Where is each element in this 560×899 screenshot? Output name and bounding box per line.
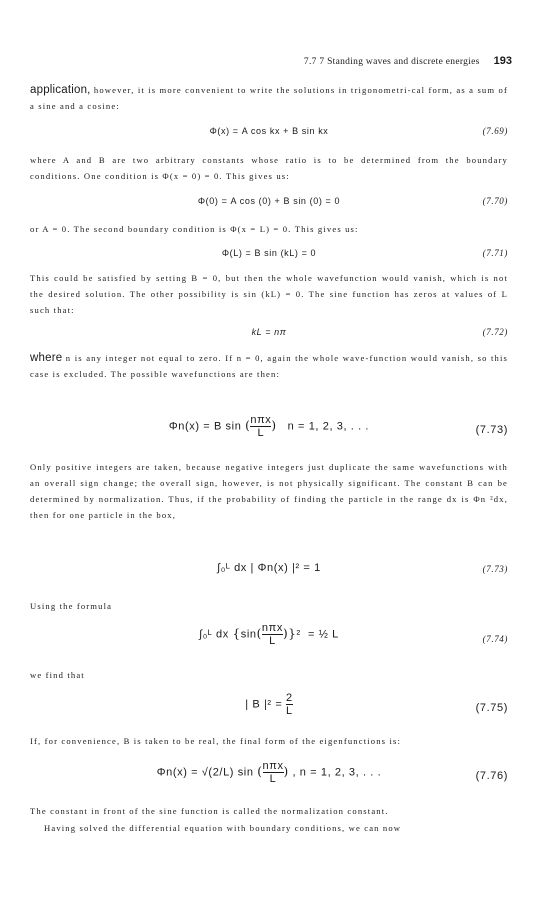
fraction [262, 622, 283, 647]
equation-body: Φ(L) = B sin (kL) = 0 [221, 248, 317, 258]
equation-left: ∫₀ᴸ dx [199, 628, 229, 641]
equation-label: (7.71) [482, 248, 508, 258]
equation-7-71 [30, 248, 508, 264]
denominator: L [286, 705, 293, 717]
fraction [250, 414, 271, 439]
equation-7-75 [30, 692, 508, 726]
equation-7-73b [30, 558, 508, 586]
equation-label: (7.75) [475, 702, 508, 714]
equation-label: (7.69) [482, 126, 508, 136]
denominator: L [262, 634, 283, 647]
equation-body [30, 692, 508, 717]
paragraph-text: Only positive integers are taken, because negative integers just duplicate the same wavefunctions with an overall sign change; the overall sign, however, is not physically significant. The constant B can be determined by normalization. Thus, if the probability of finding the particle in the range dx is Φn ²dx, then for one particle in the box, [30, 462, 508, 520]
equation-7-70 [30, 196, 508, 212]
fraction [286, 692, 293, 717]
equation-label: (7.73) [482, 564, 508, 574]
equation-label: (7.72) [482, 327, 508, 337]
numerator: nπx [261, 622, 283, 634]
fraction [263, 760, 284, 785]
numerator: 2 [286, 692, 293, 704]
paragraph [30, 598, 508, 614]
paragraph [30, 820, 508, 836]
denominator: L [250, 426, 271, 439]
equation-right: n = 1, 2, 3, . . . [287, 420, 370, 433]
equation-7-69 [30, 126, 508, 142]
paragraph-text: Having solved the differential equation with boundary conditions, we can now [44, 823, 402, 833]
equation-label: (7.76) [475, 770, 508, 782]
paragraph-text: This could be satisfied by setting B = 0, but then the whole wavefunction would vanish, which is not the desired solution. The other possibility is sin (kL) = 0. The sine function has zeros at values of L such that: [30, 273, 508, 315]
paragraph [30, 667, 508, 683]
equation-left: Φn(x) = √(2/L) sin [156, 766, 254, 779]
equation-right: , n = 1, 2, 3, . . . [292, 766, 382, 779]
equation-7-76 [30, 758, 508, 796]
numerator: nπx [250, 414, 272, 426]
running-header [250, 55, 512, 67]
numerator: nπx [262, 760, 284, 772]
equation-left: | B |² = [245, 698, 283, 711]
denominator: L [263, 772, 284, 785]
paragraph [30, 459, 508, 523]
equation-label: (7.73) [475, 424, 508, 436]
equation-body: Φn(x) = B sin ( $\frac{\text{nπx}}{L}$ ) n = 1, 2, 3, . . . [168, 414, 370, 439]
paragraph-text: n is any integer not equal to zero. If n = 0, again the whole wave-function would vanish, so this case is excluded. The possible wavefunctions are then: [30, 353, 508, 379]
equation-body: ∫₀ᴸ dx {sin( $\frac{\text{nπx}}{L}$ )}² = ½ L [199, 622, 339, 647]
paragraph [30, 221, 508, 237]
equation-7-73 [30, 414, 508, 450]
paragraph-text: we find that [30, 670, 85, 680]
paragraph-text: or A = 0. The second boundary condition is Φ(x = L) = 0. This gives us: [30, 224, 359, 234]
paragraph [30, 270, 508, 318]
page-number: 193 [493, 55, 512, 67]
equation-label: (7.70) [482, 196, 508, 206]
equation-label: (7.74) [482, 634, 508, 644]
paragraph-text: however, it is more convenient to write the solutions in trigonometri-cal form, as a sum of a sine and a cosine: [30, 85, 508, 111]
paragraph-text: Using the formula [30, 601, 113, 611]
paragraph [30, 350, 508, 382]
equation-7-72 [30, 327, 508, 343]
equation-body: kL = nπ [251, 327, 287, 337]
paragraph [30, 803, 508, 819]
paragraph-lead: where [30, 352, 63, 364]
paragraph-text: The constant in front of the sine function is called the normalization constant. [30, 806, 389, 816]
paragraph [30, 82, 508, 114]
equation-body: Φn(x) = √(2/L) sin ( $\frac{\text{nπx}}{L}$ ) , n = 1, 2, 3, . . . [156, 760, 382, 785]
equation-right: = ½ L [308, 628, 339, 641]
paragraph [30, 152, 508, 184]
paragraph-text: If, for convenience, B is taken to be real, the final form of the eigenfunctions is: [30, 736, 402, 746]
equation-body: ∫₀ᴸ dx | Φn(x) |² = 1 [217, 562, 321, 574]
equation-body: Φ(x) = A cos kx + B sin kx [209, 126, 329, 136]
equation-7-74 [30, 620, 508, 660]
section-title: 7.7 7 Standing waves and discrete energies [303, 57, 480, 67]
equation-left: Φn(x) = B sin [168, 420, 242, 433]
paragraph-text: where A and B are two arbitrary constants whose ratio is to be determined from the boundary conditions. One condition is Φ(x = 0) = 0. This gives us: [30, 155, 508, 181]
paragraph-lead: application, [30, 84, 91, 96]
equation-body: Φ(0) = A cos (0) + B sin (0) = 0 [197, 196, 341, 206]
paragraph [30, 733, 508, 749]
